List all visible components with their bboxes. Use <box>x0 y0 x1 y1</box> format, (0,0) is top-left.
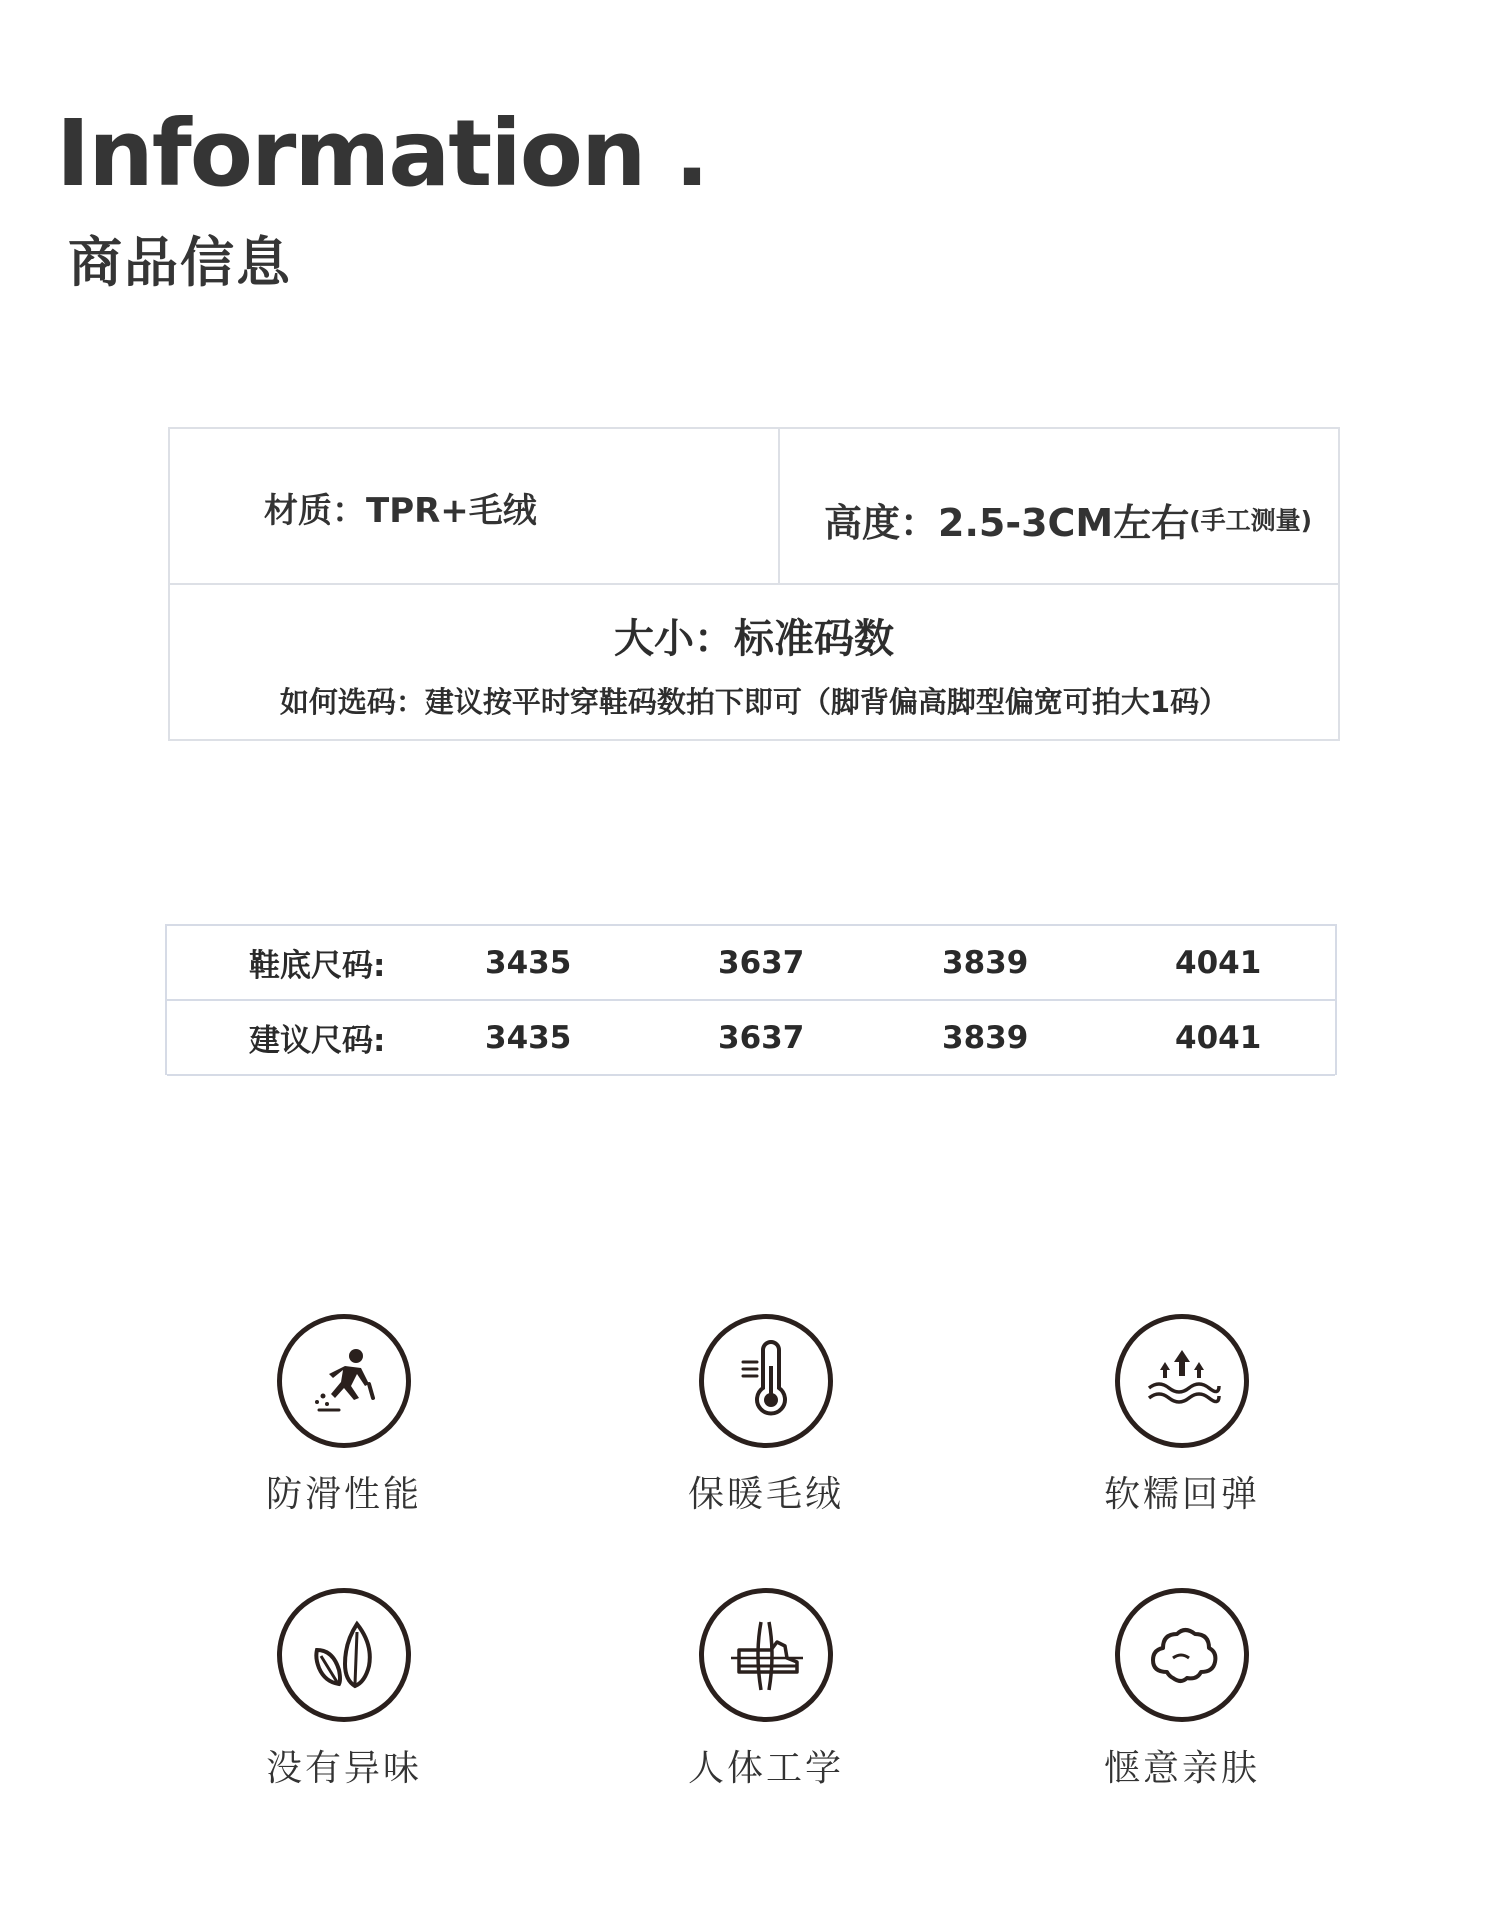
page-title-english: Information . <box>56 100 708 207</box>
feature-skin-friendly <box>1052 1588 1312 1791</box>
cloud-icon <box>1115 1588 1249 1722</box>
size-value: 3435 <box>485 944 572 981</box>
size-value: 3839 <box>942 944 1029 981</box>
table-row <box>167 926 1335 1001</box>
table-row <box>167 1001 1335 1076</box>
feature-label: 保暖毛绒 <box>687 1474 844 1515</box>
height-cell <box>780 429 1338 583</box>
page-title-chinese: 商品信息 <box>68 231 292 294</box>
feature-anti-slip <box>214 1314 474 1517</box>
shoe-ergonomic-icon <box>699 1588 833 1722</box>
anti-slip-icon <box>277 1314 411 1448</box>
feature-label: 惬意亲肤 <box>1103 1748 1260 1789</box>
height-note: (手工测量) <box>1189 506 1313 535</box>
rebound-icon <box>1115 1314 1249 1448</box>
info-row-size <box>170 585 1338 739</box>
size-value: 4041 <box>1175 1019 1262 1056</box>
size-tip: 如何选码：建议按平时穿鞋码数拍下即可（脚背偏高脚型偏宽可拍大1码） <box>279 685 1229 719</box>
material-text: 材质：TPR+毛绒 <box>264 490 537 531</box>
size-value: 3637 <box>718 944 805 981</box>
feature-label: 防滑性能 <box>265 1474 422 1515</box>
feature-odorless <box>214 1588 474 1791</box>
feature-label: 人体工学 <box>687 1748 844 1789</box>
feature-label: 没有异味 <box>265 1748 422 1789</box>
size-value: 3839 <box>942 1019 1029 1056</box>
row-label: 建议尺码: <box>249 1023 386 1059</box>
size-value: 4041 <box>1175 944 1262 981</box>
size-title: 大小：标准码数 <box>614 616 894 662</box>
row-label: 鞋底尺码: <box>249 948 386 984</box>
info-row-material-height <box>170 429 1338 585</box>
feature-rebound <box>1052 1314 1312 1517</box>
size-value: 3637 <box>718 1019 805 1056</box>
material-cell <box>170 429 780 583</box>
thermometer-icon <box>699 1314 833 1448</box>
feature-warmth <box>636 1314 896 1517</box>
leaf-icon <box>277 1588 411 1722</box>
size-value: 3435 <box>485 1019 572 1056</box>
feature-ergonomic <box>636 1588 896 1791</box>
feature-label: 软糯回弹 <box>1103 1474 1260 1515</box>
height-text: 高度：2.5-3CM左右 <box>824 500 1190 545</box>
size-table <box>165 924 1337 1075</box>
product-info-table <box>168 427 1340 741</box>
